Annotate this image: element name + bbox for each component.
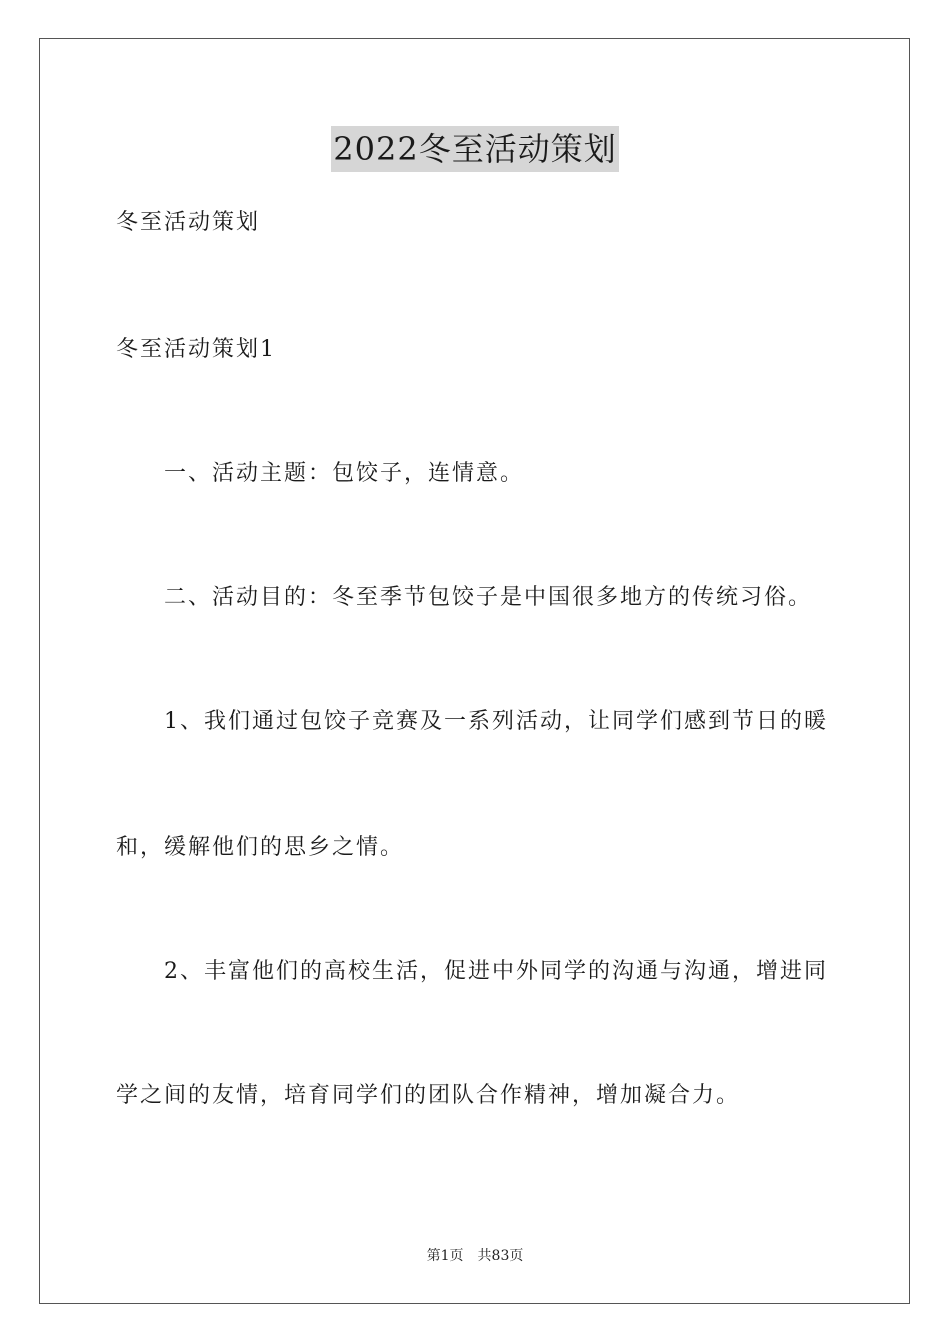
subsection-heading: 冬至活动策划1 [116, 337, 276, 362]
paragraph-item-2-line-2: 学之间的友情，培育同学们的团队合作精神，增加凝合力。 [116, 1083, 741, 1108]
section-heading: 冬至活动策划 [116, 210, 261, 235]
paragraph-purpose: 二、活动目的：冬至季节包饺子是中国很多地方的传统习俗。 [164, 585, 813, 610]
page-number: 第1页 [426, 1248, 464, 1264]
paragraph-item-2-line-1: 2、丰富他们的高校生活，促进中外同学的沟通与沟通，增进同 [164, 959, 828, 984]
paragraph-theme: 一、活动主题：包饺子，连情意。 [164, 461, 525, 486]
page-total: 共83页 [477, 1248, 524, 1264]
page-footer [0, 1246, 950, 1266]
document-title-text: 2022冬至活动策划 [331, 126, 618, 172]
document-title [0, 126, 950, 172]
paragraph-item-1-line-2: 和，缓解他们的思乡之情。 [116, 835, 405, 860]
paragraph-item-1-line-1: 1、我们通过包饺子竞赛及一系列活动，让同学们感到节日的暖 [164, 709, 828, 734]
